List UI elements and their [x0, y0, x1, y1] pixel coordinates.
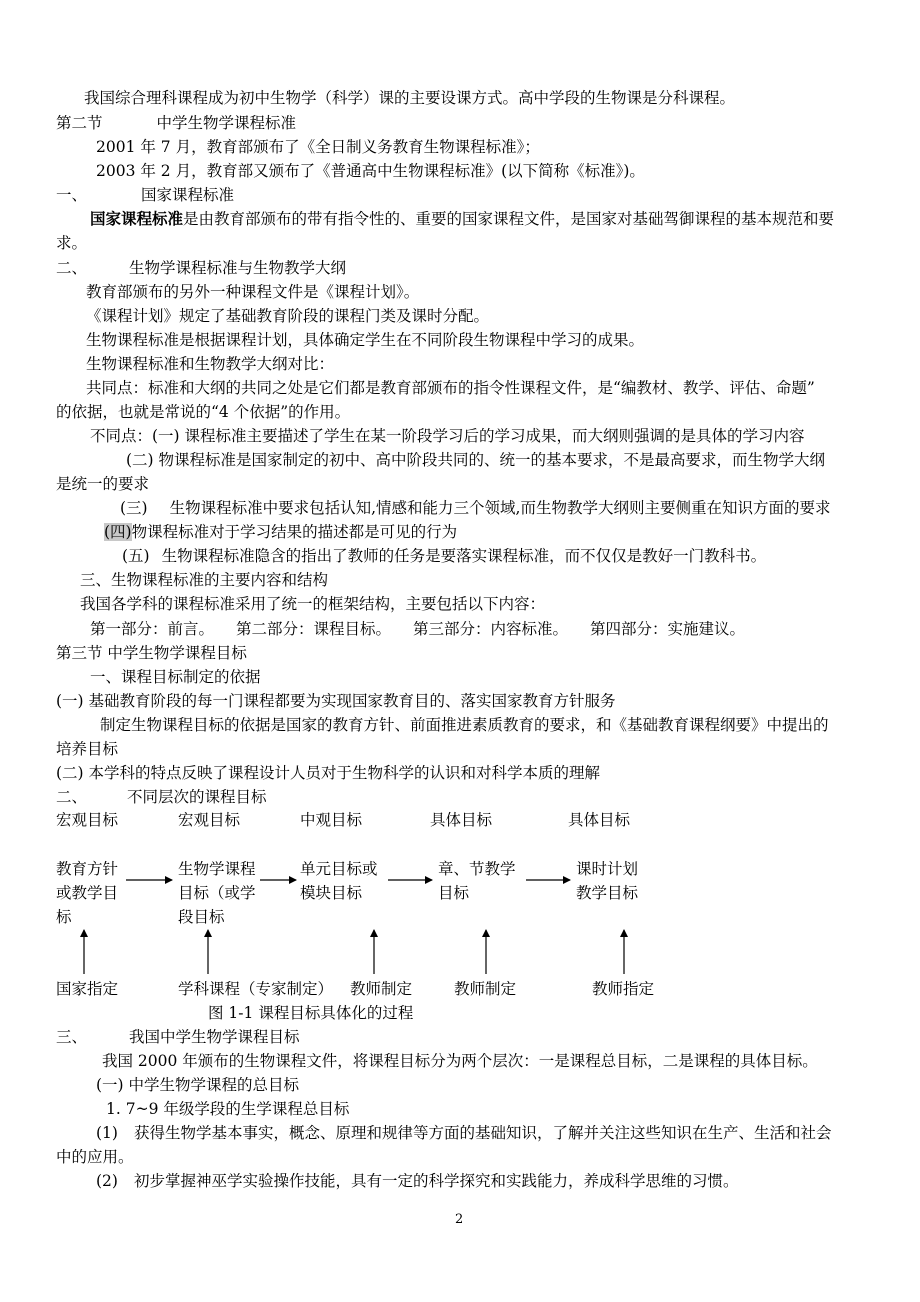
- list-text: 生物课程标准中要求包括认知,情感和能力三个领域,而生物教学大纲则主要侧重在知识方面的要求: [169, 499, 831, 517]
- paragraph-line: (二) 本学科的特点反映了课程设计人员对于生物科学的认识和对科学本质的理解: [56, 764, 601, 782]
- paragraph-line: 培养目标: [56, 740, 119, 758]
- paragraph-line: 《课程计划》规定了基础教育阶段的课程门类及课时分配。: [86, 307, 490, 325]
- paragraph-line: (一) 基础教育阶段的每一门课程都要为实现国家教育目的、落实国家教育方针服务: [56, 692, 616, 710]
- paragraph-line: 制定生物课程目标的依据是国家的教育方针、前面推进素质教育的要求，和《基础教育课程纲要》中提出的: [100, 716, 829, 734]
- level-label: 具体目标: [568, 811, 631, 829]
- heading-3: 三、生物课程标准的主要内容和结构: [80, 571, 329, 589]
- heading-title: 国家课程标准: [141, 186, 235, 204]
- section-number: 第二节: [56, 114, 103, 132]
- paragraph-line: 生物课程标准是根据课程计划，具体确定学生在不同阶段生物课程中学习的成果。: [86, 331, 645, 349]
- paragraph-line: 共同点：标准和大纲的共同之处是它们都是教育部颁布的指令性课程文件，是“编教材、教学、评估、命题”: [86, 379, 815, 397]
- figure-caption: 图 1-1 课程目标具体化的过程: [208, 1004, 414, 1022]
- goal-box-line: 教育方针: [56, 860, 119, 878]
- goal-box-line: 模块目标: [300, 884, 363, 902]
- list-marker: (2): [96, 1172, 118, 1190]
- level-label: 中观目标: [300, 811, 363, 829]
- heading-title: 我国中学生物学课程目标: [129, 1028, 300, 1046]
- part-2: 第二部分：课程目标。: [236, 620, 392, 638]
- goal-box-line: 单元目标或: [300, 860, 378, 878]
- paragraph-line: 1. 7~9 年级学段的生学课程总目标: [106, 1100, 350, 1118]
- goal-box-line: 课时计划: [576, 860, 639, 878]
- paragraph-line: 生物课程标准和生物教学大纲对比：: [86, 355, 335, 373]
- list-item: [96, 1171, 738, 1191]
- part-4: 第四部分：实施建议。: [590, 620, 746, 638]
- term-definition: 是由教育部颁布的带有指令性的、重要的国家课程文件，是国家对基础驾御课程的基本规范和要: [183, 210, 835, 228]
- heading-number: 二、: [56, 259, 88, 277]
- list-marker-highlighted: (四): [104, 523, 132, 541]
- page-number: 2: [455, 1212, 464, 1227]
- maker-label: 学科课程（专家制定）: [178, 980, 334, 998]
- paragraph-line: 2003 年 2 月，教育部又颁布了《普通高中生物课程标准》(以下简称《标准》)。: [96, 162, 645, 180]
- paragraph-line: 不同点：(一) 课程标准主要描述了学生在某一阶段学习后的学习成果，而大纲则强调的是具体的学习内容: [90, 427, 805, 445]
- goal-box-line: 目标: [438, 884, 470, 902]
- heading-title: 不同层次的课程目标: [127, 788, 267, 806]
- paragraph-line: 我国 2000 年颁布的生物课程文件，将课程目标分为两个层次：一是课程总目标，二是课程的具体目标。: [102, 1052, 818, 1070]
- paragraph-line: 的依据，也就是常说的“4 个依据”的作用。: [56, 403, 351, 421]
- paragraph-line: 教育部颁布的另外一种课程文件是《课程计划》。: [86, 283, 420, 301]
- goal-box-line: 章、节教学: [438, 860, 516, 878]
- level-label: 宏观目标: [56, 811, 119, 829]
- section-title: 中学生物学课程标准: [156, 114, 297, 132]
- list-item: [96, 1123, 831, 1143]
- level-label: 具体目标: [430, 811, 493, 829]
- list-text: 生物课程标准隐含的指出了教师的任务是要落实课程标准，而不仅仅是教好一门教科书。: [161, 547, 767, 565]
- goal-box-line: 标: [56, 908, 72, 926]
- paragraph-line: 是统一的要求: [56, 475, 150, 493]
- paragraph-line: (一) 中学生物学课程的总目标: [96, 1076, 300, 1094]
- part-3: 第三部分：内容标准。: [413, 620, 569, 638]
- section-heading: 第三节 中学生物学课程目标: [56, 644, 247, 662]
- heading-number: 二、: [56, 788, 88, 806]
- list-marker: (三): [120, 499, 148, 517]
- list-marker: (1): [96, 1124, 118, 1142]
- heading-number: 一、: [56, 186, 88, 204]
- maker-label: 国家指定: [56, 980, 119, 998]
- list-marker: (五): [122, 547, 150, 565]
- heading-title: 生物学课程标准与生物教学大纲: [129, 259, 347, 277]
- paragraph-line: 2001 年 7 月，教育部颁布了《全日制义务教育生物课程标准》；: [96, 138, 540, 156]
- paragraph-line: 求。: [56, 234, 88, 252]
- list-text: 初步掌握神巫学实验操作技能，具有一定的科学探究和实践能力，养成科学思维的习惯。: [133, 1172, 739, 1190]
- maker-label: 教师制定: [350, 980, 413, 998]
- goal-box-line: 教学目标: [576, 884, 639, 902]
- goal-box-line: 目标（或学: [178, 884, 256, 902]
- maker-label: 教师指定: [592, 980, 655, 998]
- paragraph-line: (二) 物课程标准是国家制定的初中、高中阶段共同的、统一的基本要求，不是最高要求，而生物学大纲: [126, 451, 826, 469]
- term-bold: 国家课程标准: [90, 209, 184, 228]
- list-text: 获得生物学基本事实，概念、原理和规律等方面的基础知识，了解并关注这些知识在生产、生活和社会: [133, 1124, 832, 1142]
- list-text: 物课程标准对于学习结果的描述都是可见的行为: [131, 523, 458, 541]
- paragraph-line: 中的应用。: [56, 1148, 134, 1166]
- maker-label: 教师制定: [454, 980, 517, 998]
- goal-box-line: 生物学课程: [178, 860, 256, 878]
- paragraph-line: 我国综合理科课程成为初中生物学（科学）课的主要设课方式。高中学段的生物课是分科课程。: [84, 89, 736, 107]
- heading-number: 三、: [56, 1028, 88, 1046]
- goal-box-line: 段目标: [178, 908, 225, 926]
- goal-box-line: 或教学目: [56, 884, 119, 902]
- heading-1: 一、课程目标制定的依据: [90, 668, 261, 686]
- heading-3: [56, 1027, 300, 1047]
- part-1: 第一部分：前言。: [90, 620, 215, 638]
- level-label: 宏观目标: [178, 811, 241, 829]
- paragraph-line: 我国各学科的课程标准采用了统一的框架结构，主要包括以下内容：: [80, 595, 546, 613]
